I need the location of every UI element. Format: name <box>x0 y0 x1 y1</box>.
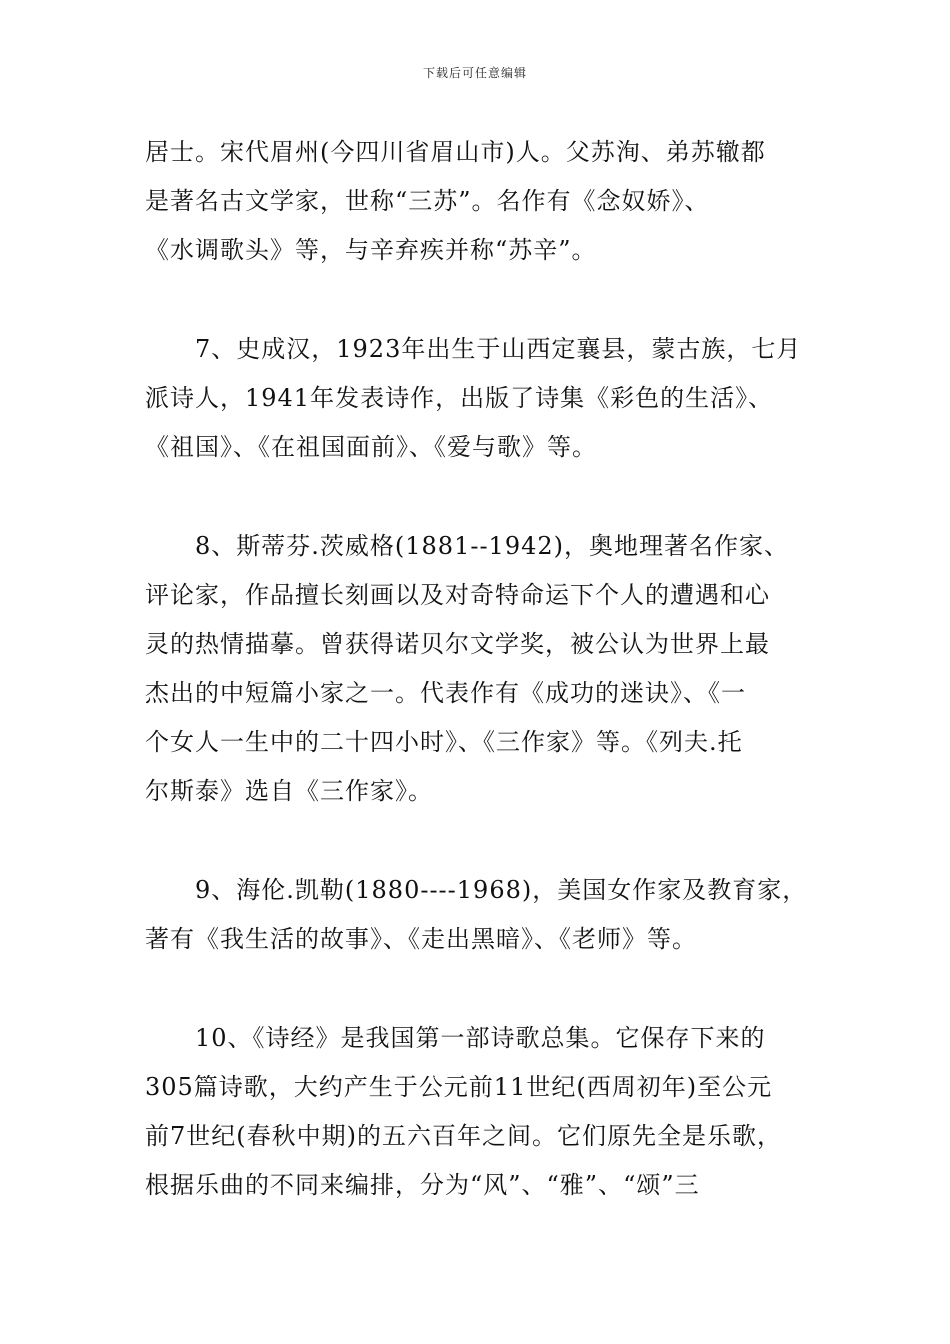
text-line: 杰出的中短篇小家之一。代表作有《成功的迷诀》、《一 <box>145 679 746 707</box>
document-body <box>145 128 825 1210</box>
text-line: 尔斯泰》选自《三作家》。 <box>145 777 433 805</box>
paragraph-gap <box>145 816 825 866</box>
text-line: 居士。宋代眉州(今四川省眉山市)人。父苏洵、弟苏辙都 <box>145 138 766 166</box>
paragraph-item-8 <box>145 522 825 816</box>
text-line: 305篇诗歌，大约产生于公元前11世纪(西周初年)至公元 <box>145 1073 773 1101</box>
paragraph-gap <box>145 472 825 522</box>
text-line: 根据乐曲的不同来编排，分为“风”、“雅”、“颂”三 <box>145 1171 700 1199</box>
paragraph-gap <box>145 275 825 325</box>
text-line: 个女人一生中的二十四小时》、《三作家》等。《列夫.托 <box>145 728 743 756</box>
text-line: 8、斯蒂芬.茨威格(1881--1942)，奥地理著名作家、 <box>195 532 789 560</box>
paragraph-item-10 <box>145 1014 825 1210</box>
paragraph-item-9 <box>145 866 825 964</box>
paragraph-su-shi <box>145 128 825 275</box>
text-line: 7、史成汉，1923年出生于山西定襄县，蒙古族，七月 <box>195 335 802 363</box>
paragraph-gap <box>145 964 825 1014</box>
text-line: 评论家，作品擅长刻画以及对奇特命运下个人的遭遇和心 <box>145 581 770 609</box>
text-line: 灵的热情描摹。曾获得诺贝尔文学奖，被公认为世界上最 <box>145 630 770 658</box>
text-line: 著有《我生活的故事》、《走出黑暗》、《老师》等。 <box>145 925 697 953</box>
text-line: 是著名古文学家，世称“三苏”。名作有《念奴娇》、 <box>145 187 710 215</box>
text-line: 10、《诗经》是我国第一部诗歌总集。它保存下来的 <box>195 1024 766 1052</box>
text-line: 《祖国》、《在祖国面前》、《爱与歌》等。 <box>145 433 597 461</box>
text-line: 派诗人，1941年发表诗作，出版了诗集《彩色的生活》、 <box>145 384 774 412</box>
header-note: 下载后可任意编辑 <box>422 66 527 80</box>
text-line: 9、海伦.凯勒(1880----1968)，美国女作家及教育家， <box>195 876 808 904</box>
paragraph-item-7 <box>145 325 825 472</box>
text-line: 《水调歌头》等，与辛弃疾并称“苏辛”。 <box>145 236 597 264</box>
text-line: 前7世纪(春秋中期)的五六百年之间。它们原先全是乐歌， <box>145 1122 782 1150</box>
